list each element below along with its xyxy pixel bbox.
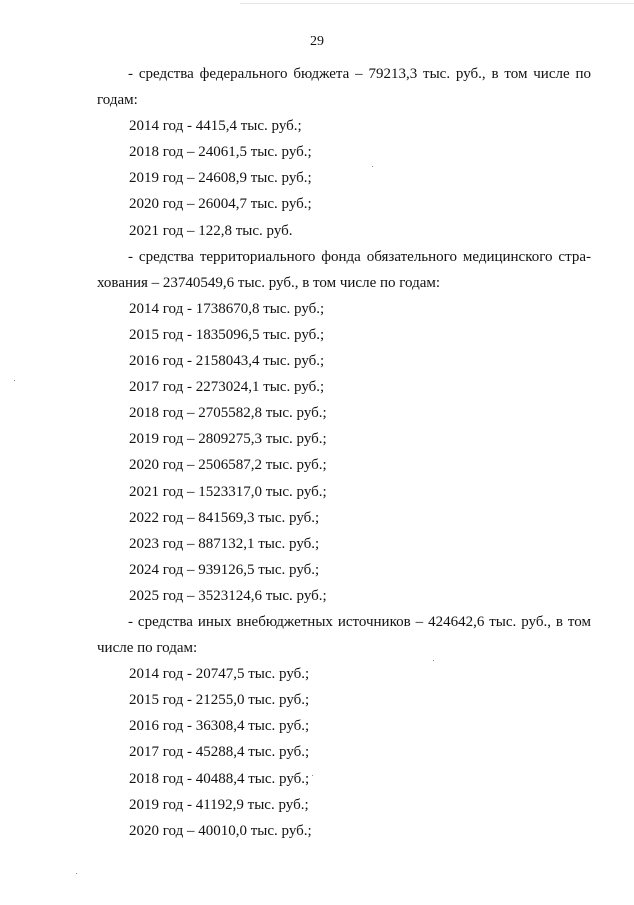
year-entry: 2023 год – 887132,1 тыс. руб.; [129,535,320,552]
year-entry: 2021 год – 122,8 тыс. руб. [129,222,293,239]
year-entry: 2020 год – 2506587,2 тыс. руб.; [129,457,327,474]
year-entry: 2021 год – 1523317,0 тыс. руб.; [129,483,327,500]
year-entry: 2020 год – 40010,0 тыс. руб.; [129,822,312,839]
scan-speck [76,873,77,874]
year-entry: 2019 год - 41192,9 тыс. руб.; [129,796,309,813]
paragraph-continuation: годам: [97,92,138,109]
year-entry: 2018 год – 2705582,8 тыс. руб.; [129,405,327,422]
scan-speck [14,380,15,381]
year-entry: 2018 год - 40488,4 тыс. руб.; [129,770,310,787]
year-entry: 2019 год – 2809275,3 тыс. руб.; [129,431,327,448]
scan-speck [372,166,373,167]
year-entry: 2014 год - 1738670,8 тыс. руб.; [129,300,325,317]
year-entry: 2018 год – 24061,5 тыс. руб.; [129,144,312,161]
year-entry: 2015 год - 1835096,5 тыс. руб.; [129,326,325,343]
scan-speck [312,775,313,776]
paragraph-territorial-fund: - средства территориального фонда обязательного медицинского стра- [128,248,591,265]
year-entry: 2025 год – 3523124,6 тыс. руб.; [129,587,327,604]
year-entry: 2024 год – 939126,5 тыс. руб.; [129,561,320,578]
paragraph-continuation: числе по годам: [97,640,198,657]
paragraph-continuation: хования – 23740549,6 тыс. руб., в том числе по годам: [97,274,441,291]
year-entry: 2014 год - 4415,4 тыс. руб.; [129,118,302,135]
year-entry: 2020 год – 26004,7 тыс. руб.; [129,196,312,213]
year-entry: 2017 год - 2273024,1 тыс. руб.; [129,379,325,396]
document-body [97,61,591,844]
year-entry: 2016 год - 36308,4 тыс. руб.; [129,718,310,735]
year-entry: 2019 год – 24608,9 тыс. руб.; [129,170,312,187]
year-entry: 2022 год – 841569,3 тыс. руб.; [129,509,320,526]
scan-edge-line [240,3,634,4]
year-entry: 2016 год - 2158043,4 тыс. руб.; [129,353,325,370]
paragraph-federal-budget: - средства федерального бюджета – 79213,3 тыс. руб., в том числе по [128,66,591,82]
year-entry: 2014 год - 20747,5 тыс. руб.; [129,666,310,683]
year-entry: 2017 год - 45288,4 тыс. руб.; [129,744,310,761]
scan-speck [433,660,434,661]
paragraph-other-sources: - средства иных внебюджетных источников – 424642,6 тыс. руб., в том [128,613,591,630]
page-number: 29 [310,34,324,49]
year-entry: 2015 год - 21255,0 тыс. руб.; [129,692,310,709]
